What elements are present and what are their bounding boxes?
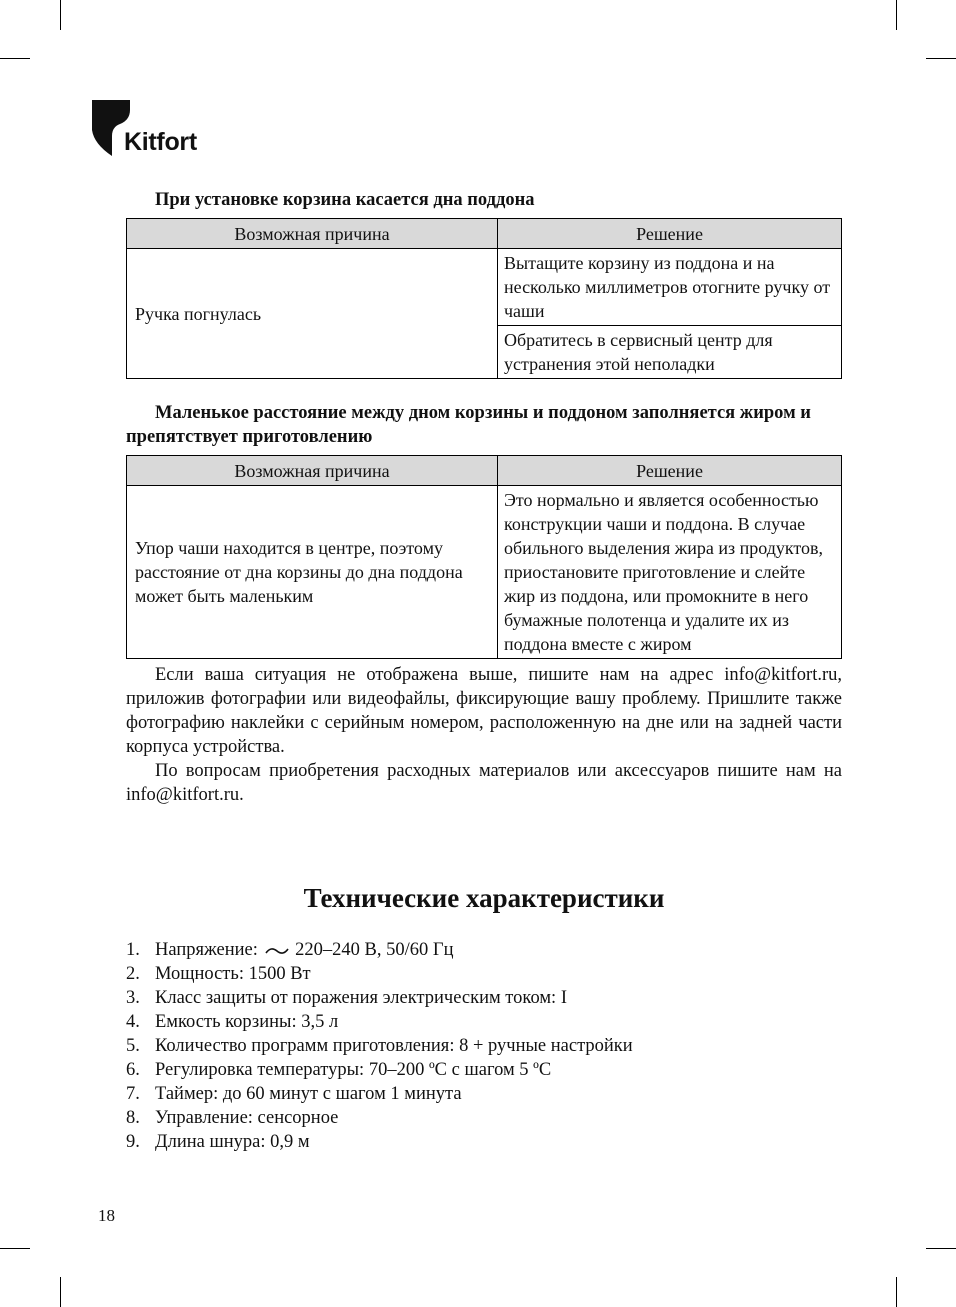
specs-heading: Технические характеристики (303, 883, 665, 913)
column-header-cause: Возможная причина (127, 456, 498, 486)
crop-mark (60, 1277, 61, 1307)
solution-cell: Вытащите корзину из поддона и на несколько миллиметров отогните ручку от чаши (498, 249, 842, 326)
crop-mark (896, 0, 897, 30)
solution-cell: Обратитесь в сервисный центр для устранения этой неполадки (498, 326, 842, 379)
crop-mark (0, 1248, 30, 1249)
crop-mark (926, 1248, 956, 1249)
page-number: 18 (98, 1206, 115, 1225)
troubleshooting-table (126, 218, 842, 379)
spec-item: 9. Длина шнура: 0,9 м (126, 1132, 310, 1152)
section-title: Маленькое расстояние между дном корзины и поддоном заполняется жиром и препятствует приготовлению (126, 403, 811, 447)
accessories-paragraph: По вопросам приобретения расходных материалов или аксессуаров пишите нам на info@kitfort.ru. (126, 761, 842, 805)
specs-list (126, 938, 842, 1154)
crop-mark (896, 1277, 897, 1307)
spec-item: 5. Количество программ приготовления: 8 + ручные настройки (126, 1036, 633, 1056)
column-header-solution: Решение (498, 219, 842, 249)
crop-mark (60, 0, 61, 30)
column-header-cause: Возможная причина (127, 219, 498, 249)
spec-item: 1. Напряжение: 220–240 В, 50/60 Гц (126, 940, 454, 960)
spec-item: 2. Мощность: 1500 Вт (126, 964, 311, 984)
contact-paragraph: Если ваша ситуация не отображена выше, пишите нам на адрес info@kitfort.ru, приложив фотографии или видеофайлы, фиксирующие вашу проблему. Пришлите также фотографию наклейки с серийным номером, расположенную на дне или на задней части корпуса устройства. (126, 665, 842, 757)
ac-tilde-icon (265, 945, 289, 957)
column-header-solution: Решение (498, 456, 842, 486)
spec-item: 6. Регулировка температуры: 70–200 ºС с шагом 5 ºС (126, 1060, 552, 1080)
crop-mark (926, 58, 956, 59)
spec-item: 4. Емкость корзины: 3,5 л (126, 1012, 339, 1032)
cause-cell: Ручка погнулась (127, 249, 498, 379)
page-content (126, 188, 842, 1154)
solution-cell: Это нормально и является особенностью конструкции чаши и поддона. В случае обильного выделения жира из продуктов, приостановите приготовление и слейте жир из поддона, или промокните в него бумажные полотенца и удалите их из поддона вместе с жиром (498, 486, 842, 659)
troubleshooting-table (126, 455, 842, 659)
spec-item: 8. Управление: сенсорное (126, 1108, 339, 1128)
spec-item: 7. Таймер: до 60 минут с шагом 1 минута (126, 1084, 462, 1104)
crop-mark (0, 58, 30, 59)
spec-item: 3. Класс защиты от поражения электрическим током: I (126, 988, 567, 1008)
cause-cell: Упор чаши находится в центре, поэтому расстояние от дна корзины до дна поддона может быть маленьким (127, 486, 498, 659)
section-title: При установке корзина касается дна поддона (155, 190, 535, 210)
brand-name: Kitfort (124, 128, 197, 156)
